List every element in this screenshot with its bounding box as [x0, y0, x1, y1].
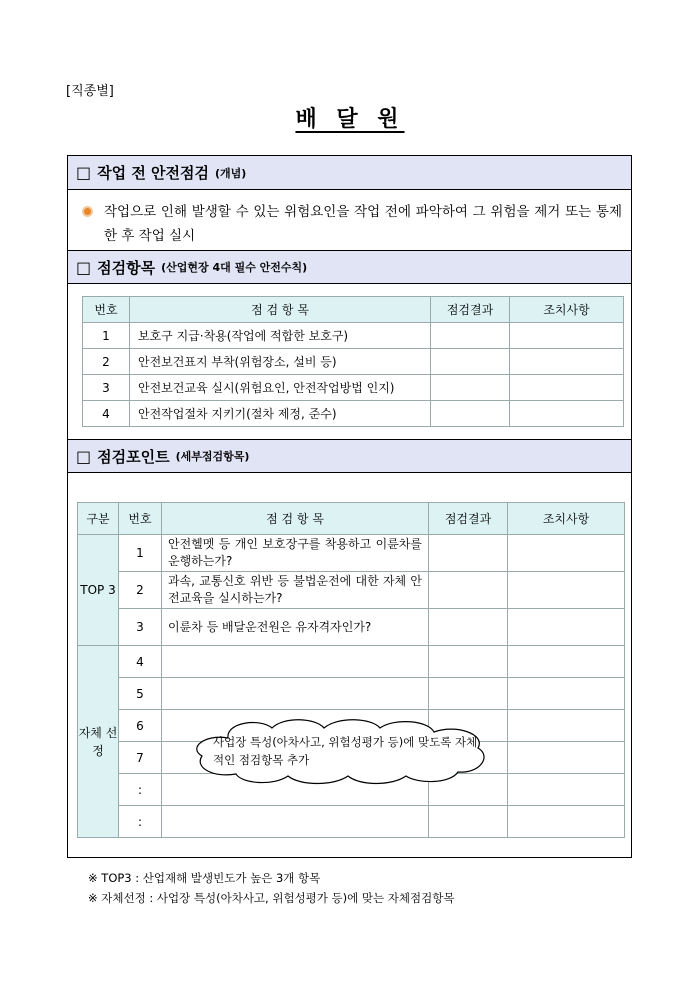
checkbox-square-icon: □ — [76, 257, 92, 277]
action-cell[interactable] — [508, 710, 625, 742]
action-cell[interactable] — [508, 678, 625, 710]
row-no: 3 — [119, 609, 162, 646]
col-header-action: 조치사항 — [510, 297, 624, 323]
page-title — [0, 102, 700, 133]
result-cell[interactable] — [429, 535, 508, 572]
concept-bullet-text: 작업으로 인해 발생할 수 있는 위험요인을 작업 전에 파악하여 그 위험을 제거 또는 통제한 후 작업 실시 — [104, 204, 622, 244]
row-item: 안전작업절차 지키기(절차 제정, 준수) — [130, 401, 431, 427]
action-cell[interactable] — [508, 742, 625, 774]
action-cell[interactable] — [510, 349, 624, 375]
points-title: 점검포인트 — [97, 447, 170, 466]
row-no: : — [119, 806, 162, 838]
cloud-callout-text: 사업장 특성(아차사고, 위험성평가 등)에 맞도록 자체적인 점검항목 추가 — [213, 735, 478, 767]
col-header-action: 조치사항 — [508, 503, 625, 535]
table-row — [78, 535, 625, 572]
row-item: 안전보건교육 실시(위험요인, 안전작업방법 인지) — [130, 375, 431, 401]
table-row — [78, 806, 625, 838]
table-row — [83, 375, 624, 401]
table-row — [78, 609, 625, 646]
row-no: 7 — [119, 742, 162, 774]
checkbox-square-icon: □ — [76, 446, 92, 466]
row-no: 4 — [83, 401, 130, 427]
page-title-text: 배 달 원 — [295, 107, 405, 132]
action-cell[interactable] — [508, 572, 625, 609]
row-no: 1 — [83, 323, 130, 349]
footnotes — [88, 868, 454, 908]
table-row — [83, 323, 624, 349]
category-label: [직종별] — [66, 84, 114, 99]
result-cell[interactable] — [431, 401, 510, 427]
table-row — [83, 401, 624, 427]
items-subtitle: (산업현장 4대 필수 안전수칙) — [161, 261, 308, 274]
col-header-result: 점검결과 — [431, 297, 510, 323]
row-no: 5 — [119, 678, 162, 710]
col-header-result: 점검결과 — [429, 503, 508, 535]
row-item: 이륜차 등 배달운전원은 유자격자인가? — [162, 609, 429, 646]
concept-subtitle: (개념) — [215, 166, 247, 180]
col-header-item: 점 검 항 목 — [162, 503, 429, 535]
action-cell[interactable] — [510, 323, 624, 349]
col-header-item: 점 검 항 목 — [130, 297, 431, 323]
concept-title: 작업 전 안전점검 — [97, 164, 210, 182]
table-row — [78, 678, 625, 710]
col-header-no: 번호 — [83, 297, 130, 323]
row-item[interactable] — [162, 806, 429, 838]
items-band — [68, 250, 631, 284]
group-top3: TOP 3 — [78, 535, 119, 646]
items-title: 점검항목 — [97, 258, 156, 277]
result-cell[interactable] — [429, 609, 508, 646]
table-row — [83, 349, 624, 375]
action-cell[interactable] — [510, 401, 624, 427]
action-cell[interactable] — [508, 806, 625, 838]
result-cell[interactable] — [429, 646, 508, 678]
action-cell[interactable] — [508, 535, 625, 572]
concept-band — [68, 156, 631, 190]
col-header-group: 구분 — [78, 503, 119, 535]
row-item: 과속, 교통신호 위반 등 불법운전에 대한 자체 안전교육을 실시하는가? — [162, 572, 429, 609]
row-no: 1 — [119, 535, 162, 572]
result-cell[interactable] — [429, 572, 508, 609]
concept-bullet — [82, 200, 622, 248]
footnote-self: ※ 자체선정 : 사업장 특성(아차사고, 위험성평가 등)에 맞는 자체점검항목 — [88, 891, 455, 905]
result-cell[interactable] — [431, 323, 510, 349]
row-item: 안전헬멧 등 개인 보호장구를 착용하고 이륜차를 운행하는가? — [162, 535, 429, 572]
checklist-frame — [67, 155, 632, 858]
row-item[interactable] — [162, 646, 429, 678]
row-item: 안전보건표지 부착(위험장소, 설비 등) — [130, 349, 431, 375]
table-row — [78, 646, 625, 678]
row-no: : — [119, 774, 162, 806]
row-no: 2 — [119, 572, 162, 609]
row-no: 2 — [83, 349, 130, 375]
points-band — [68, 439, 631, 473]
table-row — [78, 572, 625, 609]
row-no: 6 — [119, 710, 162, 742]
col-header-no: 번호 — [119, 503, 162, 535]
items-table — [82, 296, 624, 427]
result-cell[interactable] — [429, 806, 508, 838]
points-table — [77, 502, 625, 838]
action-cell[interactable] — [508, 609, 625, 646]
row-item: 보호구 지급·착용(작업에 적합한 보호구) — [130, 323, 431, 349]
checkbox-square-icon: □ — [76, 163, 92, 182]
bullet-dot-icon — [82, 206, 93, 217]
footnote-top3: ※ TOP3 : 산업재해 발생빈도가 높은 3개 항목 — [88, 871, 321, 885]
result-cell[interactable] — [429, 678, 508, 710]
action-cell[interactable] — [508, 774, 625, 806]
action-cell[interactable] — [510, 375, 624, 401]
group-self: 자체 선정 — [78, 646, 119, 838]
points-subtitle: (세부점검항목) — [175, 450, 250, 463]
result-cell[interactable] — [431, 375, 510, 401]
row-no: 3 — [83, 375, 130, 401]
result-cell[interactable] — [431, 349, 510, 375]
row-no: 4 — [119, 646, 162, 678]
row-item[interactable] — [162, 678, 429, 710]
action-cell[interactable] — [508, 646, 625, 678]
